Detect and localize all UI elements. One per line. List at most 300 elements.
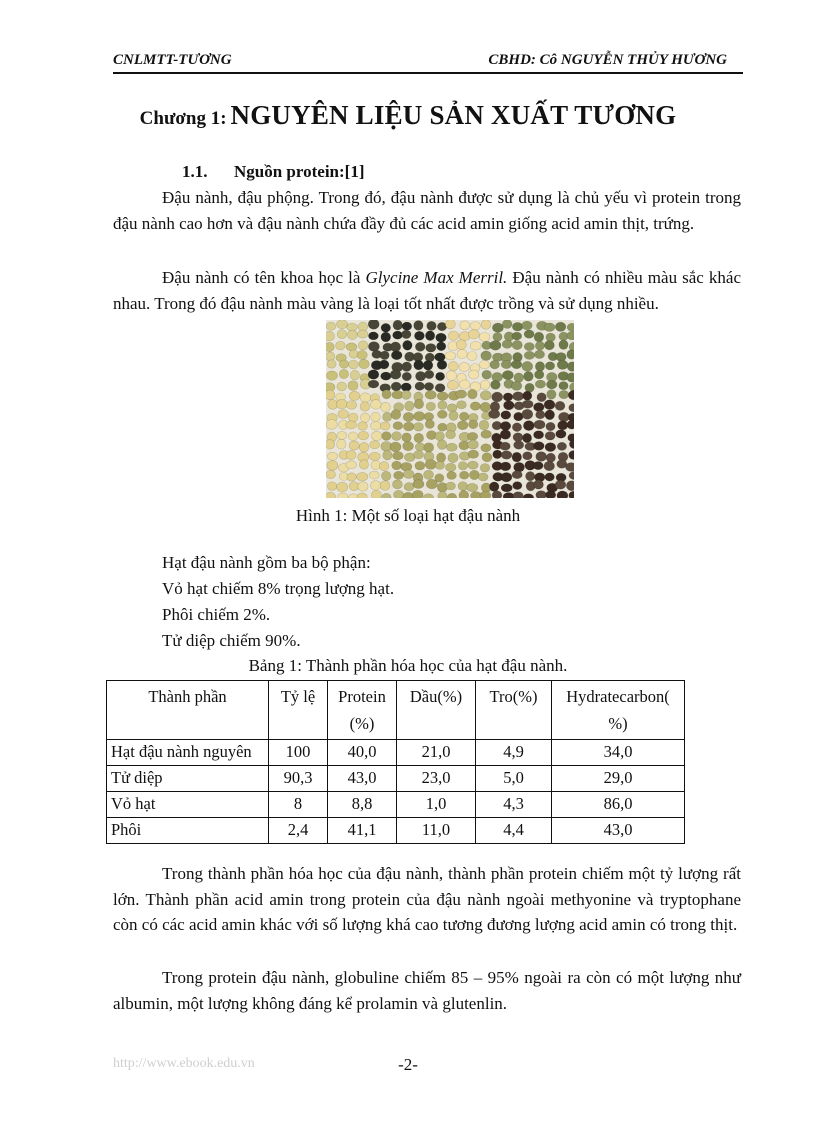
bean-shape bbox=[514, 462, 525, 472]
bean-shape bbox=[492, 323, 503, 332]
bean-shape bbox=[381, 323, 391, 332]
table-header-row bbox=[107, 681, 685, 740]
bean-shape bbox=[460, 471, 469, 479]
bean-shape bbox=[545, 362, 554, 370]
bean-shape bbox=[513, 482, 522, 490]
bean-shape bbox=[357, 472, 368, 481]
bean-shape bbox=[372, 431, 382, 441]
bean-shape bbox=[382, 432, 391, 441]
bean-shape bbox=[456, 390, 467, 398]
bean-shape bbox=[535, 362, 544, 372]
bean-shape bbox=[534, 332, 544, 342]
bean-shape bbox=[457, 421, 468, 430]
bean-shape bbox=[535, 341, 544, 350]
bean-shape bbox=[467, 352, 477, 361]
table-cell: 4,3 bbox=[476, 792, 552, 818]
parts-cotyledon: Tử diệp chiếm 90%. bbox=[162, 631, 301, 650]
bean-shape bbox=[436, 372, 445, 380]
bean-shape bbox=[503, 493, 514, 499]
bean-shape bbox=[327, 461, 338, 471]
bean-shape bbox=[458, 462, 467, 470]
bean-shape bbox=[347, 473, 356, 481]
col-header: Protein (%) bbox=[328, 681, 397, 740]
bean-shape bbox=[533, 480, 543, 489]
bean-shape bbox=[403, 422, 414, 431]
bean-shape bbox=[437, 410, 447, 418]
bean-shape bbox=[391, 351, 402, 360]
table-cell: Hạt đậu nành nguyên bbox=[107, 740, 269, 766]
bean-shape bbox=[479, 333, 490, 342]
bean-shape bbox=[369, 452, 380, 460]
bean-shape bbox=[392, 480, 402, 489]
table-cell: Vỏ hạt bbox=[107, 792, 269, 818]
soybean-photo bbox=[326, 320, 574, 498]
table-cell: 21,0 bbox=[397, 740, 476, 766]
scientific-name: Glycine Max Merril. bbox=[365, 268, 508, 287]
bean-shape bbox=[523, 391, 532, 400]
bean-shape bbox=[437, 392, 448, 401]
bean-shape bbox=[371, 481, 381, 491]
chapter-title: NGUYÊN LIỆU SẢN XUẤT TƯƠNG bbox=[230, 100, 677, 130]
bean-shape bbox=[557, 442, 566, 450]
bean-shape bbox=[368, 320, 379, 329]
bean-shape bbox=[457, 349, 467, 358]
bean-shape bbox=[467, 432, 477, 440]
bean-shape bbox=[557, 491, 568, 498]
parts-germ: Phôi chiếm 2%. bbox=[162, 605, 271, 624]
chapter-heading bbox=[0, 100, 816, 131]
bean-shape bbox=[414, 399, 424, 409]
page-header bbox=[113, 50, 743, 74]
col-header: Hydratecarbon( %) bbox=[552, 681, 685, 740]
bean-shape bbox=[339, 360, 348, 368]
bean-shape bbox=[501, 360, 512, 368]
bean-shape bbox=[348, 330, 358, 340]
bean-shape bbox=[347, 401, 357, 410]
bean-shape bbox=[545, 491, 555, 498]
table-cell: 100 bbox=[269, 740, 328, 766]
bean-shape bbox=[425, 460, 436, 470]
bean-shape bbox=[403, 412, 414, 421]
bean-shape bbox=[535, 370, 544, 379]
bean-shape bbox=[493, 450, 502, 459]
bean-shape bbox=[379, 360, 389, 369]
bean-shape bbox=[500, 422, 511, 431]
bean-shape bbox=[449, 411, 458, 421]
table-cell: 8,8 bbox=[328, 792, 397, 818]
bean-shape bbox=[414, 451, 424, 459]
bean-shape bbox=[380, 481, 390, 491]
bean-shape bbox=[435, 461, 444, 469]
bean-shape bbox=[437, 440, 447, 450]
bean-shape bbox=[524, 371, 534, 381]
bean-shape bbox=[423, 494, 434, 498]
bean-shape bbox=[569, 471, 574, 479]
bean-shape bbox=[500, 442, 510, 450]
bean-shape bbox=[536, 411, 545, 419]
table-cell: 23,0 bbox=[397, 766, 476, 792]
bean-shape bbox=[390, 342, 400, 352]
bean-shape bbox=[405, 401, 414, 411]
bean-shape bbox=[336, 399, 347, 409]
bean-shape bbox=[522, 361, 533, 371]
bean-shape bbox=[360, 393, 371, 403]
bean-shape bbox=[337, 320, 348, 329]
header-left: CNLMTT-TƯƠNG bbox=[113, 52, 232, 68]
bean-shape bbox=[469, 470, 479, 479]
bean-shape bbox=[393, 422, 403, 430]
bean-shape bbox=[339, 369, 348, 378]
bean-shape bbox=[490, 360, 500, 369]
table-cell: 4,4 bbox=[476, 818, 552, 844]
bean-shape bbox=[546, 453, 555, 462]
bean-shape bbox=[391, 410, 401, 420]
bean-shape bbox=[446, 371, 457, 381]
figure-caption: Hình 1: Một số loại hạt đậu nành bbox=[295, 506, 521, 525]
bean-shape bbox=[513, 492, 523, 498]
bean-shape bbox=[545, 432, 555, 441]
bean-shape bbox=[337, 482, 348, 492]
bean-shape bbox=[358, 341, 368, 350]
bean-shape bbox=[349, 441, 359, 450]
table-cell: 86,0 bbox=[552, 792, 685, 818]
table-row bbox=[107, 766, 685, 792]
bean-shape bbox=[535, 380, 545, 388]
bean-shape bbox=[358, 330, 368, 338]
bean-shape bbox=[469, 370, 479, 379]
bean-shape bbox=[501, 484, 512, 492]
bean-shape bbox=[534, 403, 545, 412]
bean-shape bbox=[534, 420, 545, 429]
bean-shape bbox=[435, 432, 444, 441]
bean-shape bbox=[358, 422, 368, 430]
footer-url: http://www.ebook.edu.vn bbox=[113, 1056, 255, 1071]
paragraph-2 bbox=[113, 265, 741, 316]
bean-shape bbox=[555, 480, 566, 489]
paragraph-4: Trong protein đậu nành, globuline chiếm 85 – 95% ngoài ra còn có một lượng như albumin, một lượng không đáng kể prolamin và glutenlin. bbox=[113, 968, 741, 1013]
bean-shape bbox=[502, 340, 512, 348]
bean-shape bbox=[567, 331, 574, 340]
bean-shape bbox=[546, 422, 555, 431]
bean-shape bbox=[501, 473, 512, 482]
bean-shape bbox=[414, 360, 424, 370]
col-header: Tỷ lệ bbox=[269, 681, 328, 740]
table-cell: 1,0 bbox=[397, 792, 476, 818]
bean-shape bbox=[511, 360, 521, 369]
bean-shape bbox=[337, 439, 346, 449]
bean-shape bbox=[567, 420, 574, 429]
bean-shape bbox=[480, 491, 491, 498]
bean-shape bbox=[349, 391, 360, 400]
bean-shape bbox=[438, 401, 447, 410]
bean-shape bbox=[489, 482, 499, 492]
bean-shape bbox=[448, 453, 458, 463]
bean-shape bbox=[511, 381, 522, 390]
bean-shape bbox=[522, 400, 533, 408]
bean-shape bbox=[555, 401, 565, 410]
paragraph-1: Đậu nành, đậu phộng. Trong đó, đậu nành được sử dụng là chủ yếu vì protein trong đậu nành cao hơn và đậu nành chứa đầy đủ các acid amin giống acid amin thịt, trứng. bbox=[113, 188, 741, 233]
table-cell: 11,0 bbox=[397, 818, 476, 844]
bean-shape bbox=[416, 371, 426, 381]
bean-shape bbox=[435, 384, 445, 392]
bean-shape bbox=[348, 432, 357, 441]
bean-shape bbox=[326, 371, 337, 380]
bean-shape bbox=[513, 392, 524, 401]
bean-shape bbox=[470, 402, 480, 410]
bean-shape bbox=[427, 321, 437, 330]
bean-shape bbox=[481, 444, 491, 452]
bean-shape bbox=[481, 351, 492, 361]
paragraph-3: Trong thành phần hóa học của đậu nành, thành phần protein chiếm một tỷ lượng rất lớn. Thành phần acid amin trong protein của đậu nành ngoài methyonine và tryptophane còn có các acid amin khác với số lượng khá cao tương đương lượng acid amin có trong thịt. bbox=[113, 864, 741, 934]
header-right: CBHD: Cô NGUYỄN THỦY HƯƠNG bbox=[488, 52, 727, 68]
bean-shape bbox=[558, 421, 568, 430]
p2-text-before: Đậu nành có tên khoa học là bbox=[162, 268, 366, 287]
bean-shape bbox=[412, 490, 423, 498]
bean-shape bbox=[469, 420, 478, 429]
bean-shape bbox=[370, 441, 380, 449]
bean-shape bbox=[457, 401, 467, 409]
parts-hull: Vỏ hạt chiếm 8% trọng lượng hạt. bbox=[162, 579, 395, 598]
chapter-prefix: Chương 1: bbox=[139, 108, 227, 129]
bean-shape bbox=[490, 341, 501, 351]
bean-shape bbox=[437, 360, 447, 369]
bean-shape bbox=[512, 471, 522, 479]
table-cell: 4,9 bbox=[476, 740, 552, 766]
bean-shape bbox=[546, 333, 556, 342]
bean-shape bbox=[394, 490, 404, 498]
bean-shape bbox=[402, 330, 412, 339]
bean-shape bbox=[533, 442, 544, 451]
bean-shape bbox=[425, 420, 434, 429]
bean-shape bbox=[478, 473, 488, 481]
bean-shape bbox=[327, 360, 336, 368]
bean-shape bbox=[512, 423, 521, 432]
bean-shape bbox=[545, 443, 556, 452]
section-heading bbox=[182, 162, 365, 182]
bean-shape bbox=[381, 372, 392, 380]
bean-shape bbox=[360, 413, 369, 423]
bean-shape bbox=[544, 400, 555, 410]
bean-shape bbox=[547, 380, 558, 389]
bean-shape bbox=[393, 452, 404, 460]
bean-shape bbox=[415, 461, 425, 470]
bean-shape bbox=[504, 401, 515, 410]
bean-shape bbox=[523, 494, 534, 498]
bean-shape bbox=[556, 430, 566, 438]
bean-shape bbox=[468, 389, 478, 399]
bean-shape bbox=[337, 431, 347, 439]
table-cell: 8 bbox=[269, 792, 328, 818]
bean-shape bbox=[359, 359, 369, 368]
bean-shape bbox=[468, 450, 479, 458]
bean-shape bbox=[326, 390, 335, 400]
bean-shape bbox=[381, 402, 391, 412]
bean-shape bbox=[446, 430, 456, 438]
bean-shape bbox=[479, 420, 489, 430]
p2-text-after: Đậu nành có nhiều màu sắc khác nhau. Trong đó đậu nành màu vàng là loại tốt nhất được trồng và sử dụng nhiều. bbox=[113, 268, 741, 313]
bean-shape bbox=[438, 423, 447, 431]
bean-shape bbox=[359, 442, 369, 452]
bean-shape bbox=[524, 330, 534, 338]
bean-shape bbox=[402, 322, 412, 330]
bean-shape bbox=[357, 351, 367, 360]
bean-shape bbox=[468, 461, 479, 469]
bean-shape bbox=[566, 481, 574, 491]
bean-shape bbox=[382, 493, 392, 498]
bean-shape bbox=[536, 452, 547, 462]
bean-shape bbox=[470, 322, 480, 331]
bean-shape bbox=[327, 452, 337, 460]
bean-shape bbox=[371, 412, 381, 421]
bean-shape bbox=[502, 371, 513, 380]
bean-shape bbox=[448, 361, 458, 371]
bean-shape bbox=[567, 350, 574, 359]
bean-shape bbox=[460, 321, 470, 330]
bean-shape bbox=[413, 480, 424, 489]
bean-shape bbox=[404, 483, 414, 491]
bean-shape bbox=[545, 410, 555, 420]
bean-shape bbox=[533, 462, 543, 470]
bean-shape bbox=[383, 450, 392, 460]
bean-shape bbox=[358, 431, 368, 440]
bean-shape bbox=[445, 320, 455, 329]
bean-shape bbox=[348, 381, 358, 391]
bean-shape bbox=[337, 382, 347, 391]
bean-shape bbox=[379, 462, 388, 471]
bean-shape bbox=[402, 362, 412, 372]
bean-shape bbox=[424, 470, 434, 479]
section-number: 1.1. bbox=[182, 162, 208, 181]
bean-shape bbox=[523, 452, 533, 460]
bean-shape bbox=[393, 320, 403, 330]
bean-shape bbox=[448, 331, 458, 340]
bean-shape bbox=[503, 393, 513, 401]
bean-shape bbox=[393, 331, 403, 339]
table-cell: 43,0 bbox=[328, 766, 397, 792]
bean-shape bbox=[426, 344, 436, 353]
bean-shape bbox=[468, 440, 479, 449]
table-cell: 29,0 bbox=[552, 766, 685, 792]
bean-shape bbox=[482, 370, 492, 379]
bean-shape bbox=[459, 362, 470, 371]
bean-shape bbox=[437, 342, 446, 351]
bean-shape bbox=[415, 382, 425, 390]
bean-shape bbox=[403, 441, 414, 450]
bean-shape bbox=[326, 342, 334, 351]
bean-shape bbox=[415, 342, 425, 351]
bean-shape bbox=[394, 471, 404, 479]
bean-shape bbox=[544, 461, 555, 470]
bean-shape bbox=[346, 450, 356, 459]
bean-shape bbox=[368, 370, 379, 380]
bean-shape bbox=[459, 380, 470, 389]
bean-shape bbox=[424, 383, 433, 391]
bean-shape bbox=[481, 430, 492, 438]
bean-shape bbox=[368, 332, 378, 340]
bean-shape bbox=[436, 333, 447, 342]
composition-table bbox=[106, 680, 685, 844]
bean-shape bbox=[492, 491, 502, 498]
bean-shape bbox=[512, 340, 522, 349]
table-row bbox=[107, 818, 685, 844]
bean-shape bbox=[482, 453, 492, 462]
bean-shape bbox=[468, 330, 479, 339]
bean-shape bbox=[424, 413, 434, 421]
bean-shape bbox=[438, 492, 447, 499]
bean-shape bbox=[371, 422, 382, 431]
bean-shape bbox=[424, 443, 434, 452]
bean-shape bbox=[391, 382, 401, 391]
bean-shape bbox=[447, 381, 458, 390]
bean-shape bbox=[403, 470, 414, 479]
col-header: Thành phần bbox=[107, 681, 269, 740]
bean-shape bbox=[327, 482, 336, 491]
bean-shape bbox=[326, 322, 335, 330]
parts-intro: Hạt đậu nành gồm ba bộ phận: bbox=[162, 553, 371, 572]
bean-shape bbox=[536, 491, 547, 498]
bean-shape bbox=[537, 393, 546, 402]
bean-shape bbox=[502, 320, 512, 329]
bean-shape bbox=[467, 483, 478, 491]
bean-shape bbox=[523, 421, 534, 431]
bean-shape bbox=[414, 331, 424, 340]
bean-shape bbox=[500, 462, 511, 471]
bean-shape bbox=[514, 441, 524, 449]
bean-shape bbox=[512, 332, 522, 340]
bean-shape bbox=[447, 493, 457, 498]
bean-shape bbox=[371, 490, 381, 498]
bean-shape bbox=[480, 380, 489, 390]
bean-shape bbox=[326, 470, 336, 478]
bean-shape bbox=[491, 380, 501, 389]
bean-shape bbox=[402, 433, 411, 442]
bean-shape bbox=[346, 421, 357, 429]
bean-shape bbox=[346, 343, 357, 351]
bean-shape bbox=[470, 341, 481, 350]
bean-shape bbox=[346, 461, 357, 469]
bean-shape bbox=[557, 360, 568, 369]
bean-shape bbox=[567, 362, 574, 372]
bean-shape bbox=[414, 423, 424, 432]
bean-shape bbox=[371, 400, 382, 410]
bean-shape bbox=[380, 422, 390, 430]
bean-shape bbox=[401, 383, 411, 391]
bean-shape bbox=[545, 473, 555, 481]
bean-shape bbox=[357, 493, 367, 498]
bean-shape bbox=[358, 482, 368, 492]
bean-shape bbox=[414, 433, 424, 442]
bean-shape bbox=[426, 479, 437, 489]
bean-shape bbox=[369, 471, 379, 479]
table-cell: 90,3 bbox=[269, 766, 328, 792]
bean-shape bbox=[360, 402, 370, 412]
bean-shape bbox=[555, 322, 566, 331]
bean-shape bbox=[556, 353, 566, 362]
bean-shape bbox=[446, 482, 456, 490]
bean-shape bbox=[480, 391, 491, 400]
table-cell: Phôi bbox=[107, 818, 269, 844]
bean-shape bbox=[526, 472, 535, 481]
bean-shape bbox=[426, 402, 435, 411]
bean-shape bbox=[445, 352, 456, 360]
bean-shape bbox=[350, 370, 359, 380]
bean-shape bbox=[414, 412, 425, 421]
bean-shape bbox=[559, 382, 568, 390]
bean-shape bbox=[382, 390, 391, 399]
bean-shape bbox=[524, 343, 534, 351]
bean-shape bbox=[326, 440, 335, 450]
bean-shape bbox=[493, 333, 502, 342]
